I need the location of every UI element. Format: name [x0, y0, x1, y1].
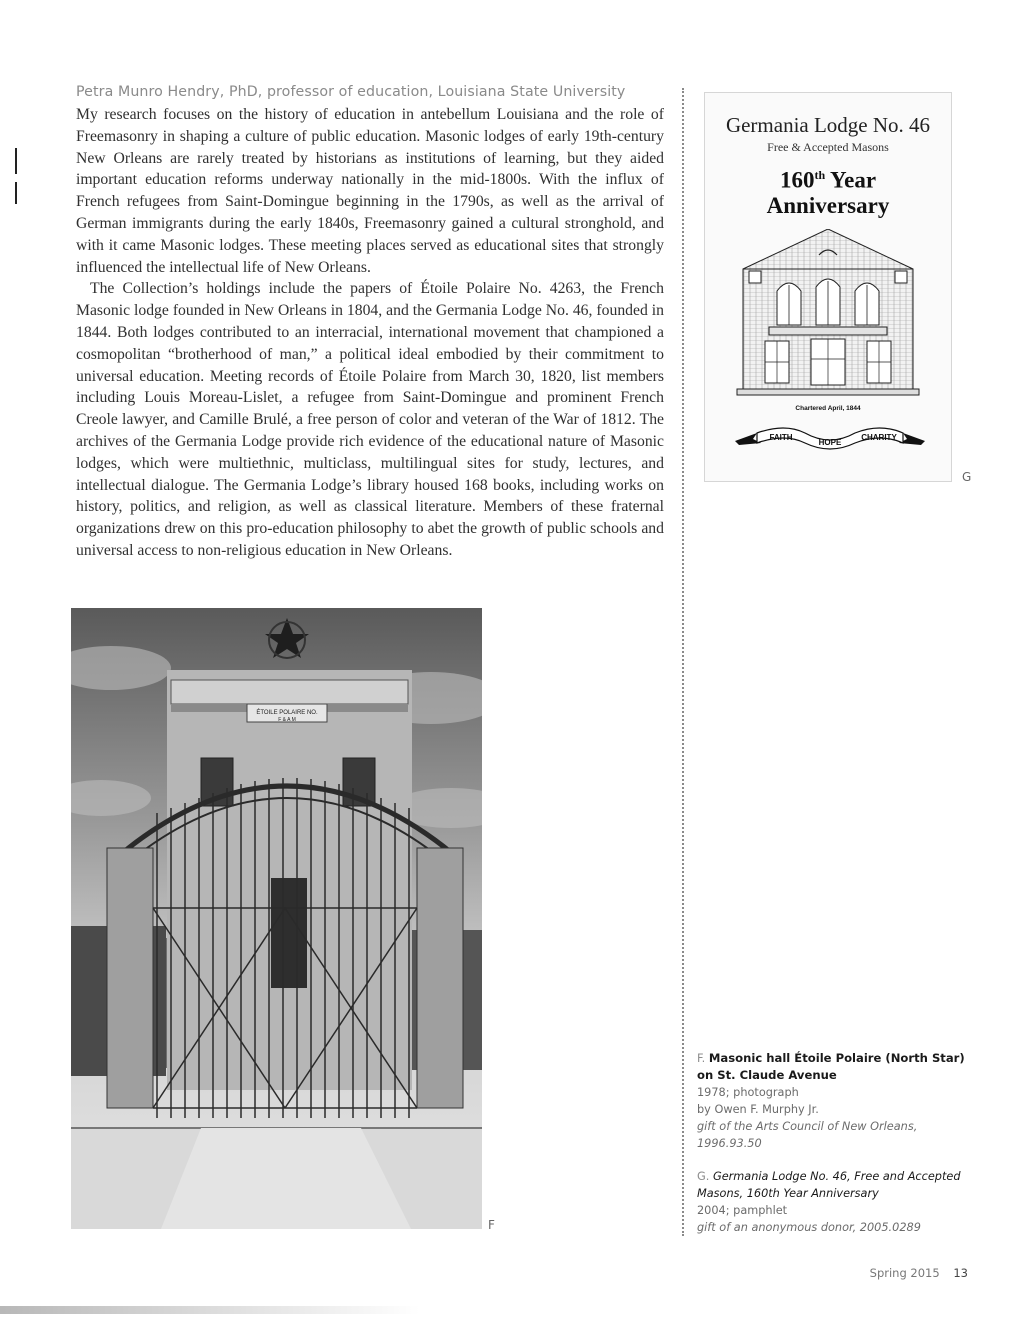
- page-footer: [870, 1266, 968, 1280]
- page-number: 13: [953, 1266, 968, 1280]
- anniversary-line2: Anniversary: [766, 192, 890, 218]
- caption-f: [697, 1050, 967, 1152]
- article-body: [76, 104, 664, 562]
- anniversary-suffix: th: [814, 168, 826, 182]
- caption-f-line1: 1978; photograph: [697, 1086, 799, 1099]
- masonic-hall-photo: [71, 608, 482, 1229]
- anniversary-word: Year: [830, 167, 877, 193]
- article-paragraph-1: My research focuses on the history of education in antebellum Louisiana and the role of Freemasonry in shaping a culture of public education. Masonic lodges of early 19th-century New Orleans are rarely treated by historians as institutions of learning, but they aided important education reforms underway nationally in the mid-1800s. With the influx of French refugees from Saint-Domingue beginning in the 1790s, as well as the arrival of German immigrants during the early 1840s, Freemasonry gained a cultural stronghold, and with it came Masonic lodges. These meeting places served as educational sites that strongly influenced the intellectual life of New Orleans.: [76, 106, 664, 276]
- lodge-building-drawing: [729, 229, 927, 399]
- pamphlet-title: Germania Lodge No. 46: [725, 113, 931, 137]
- margin-mark-1: [15, 148, 17, 174]
- scan-edge-shadow: [0, 1306, 420, 1314]
- column-divider: [682, 88, 684, 1236]
- margin-mark-2: [15, 182, 17, 204]
- pamphlet-subtitle: Free & Accepted Masons: [767, 140, 889, 154]
- germania-pamphlet-image: [704, 92, 952, 482]
- anniversary-number: 160: [779, 167, 815, 193]
- banner-word-faith: FAITH: [769, 433, 793, 442]
- building-sign-line2: F & A M: [278, 717, 296, 723]
- caption-g-line1: 2004; pamphlet: [697, 1204, 788, 1217]
- chartered-date: Chartered April, 1844: [795, 405, 861, 412]
- caption-f-title: Masonic hall Étoile Polaire (North Star) on St. Claude Avenue: [697, 1051, 965, 1082]
- building-sign-line1: ÉTOILE POLAIRE NO.: [256, 710, 318, 716]
- caption-g-title: Germania Lodge No. 46, Free and Accepted Masons, 160th Year Anniversary: [697, 1170, 961, 1200]
- banner-word-charity: CHARITY: [861, 433, 897, 442]
- caption-f-line3: gift of the Arts Council of New Orleans, 1996.93.50: [697, 1120, 918, 1150]
- faith-hope-charity-banner: [735, 421, 925, 451]
- footer-issue: Spring 2015: [869, 1266, 940, 1280]
- caption-f-letter: F.: [697, 1052, 706, 1065]
- caption-g-letter: G.: [697, 1170, 710, 1183]
- article-paragraph-2: The Collection’s holdings include the papers of Étoile Polaire No. 4263, the French Masonic lodge founded in New Orleans in 1804, and the Germania Lodge No. 46, founded in 1844. Both lodges contributed to an interracial, international movement that championed a cosmopolitan “brotherhood of man,” a political ideal embodied by their commitment to universal education. Meeting records of Étoile Polaire from March 30, 1820, list members including Louis Moreau-Lislet, a refugee from Saint-Domingue and prominent French Creole lawyer, and Camille Brulé, a free person of color and veteran of the War of 1812. The archives of the Germania Lodge provide rich evidence of the educational nature of Masonic lodges, which were multiethnic, multiclass, multilingual sites for study, lectures, and intellectual dialogue. The Germania Lodge’s library housed 168 books, including works on history, politics, and religion, as well as classical literature. Members of these fraternal organizations drew on this pro-education philosophy to abet the growth of public schools and universal access to non-religious education in New Orleans.: [76, 280, 664, 559]
- caption-f-line2: by Owen F. Murphy Jr.: [697, 1103, 819, 1116]
- banner-word-hope: HOPE: [818, 438, 842, 447]
- figure-letter-g: G: [962, 470, 972, 484]
- figure-letter-f: F: [488, 1218, 495, 1232]
- caption-g-line2: gift of an anonymous donor, 2005.0289: [697, 1221, 921, 1234]
- author-line: Petra Munro Hendry, PhD, professor of education, Louisiana State University: [76, 84, 626, 100]
- pamphlet-anniversary: [705, 163, 951, 218]
- caption-g: [697, 1168, 967, 1236]
